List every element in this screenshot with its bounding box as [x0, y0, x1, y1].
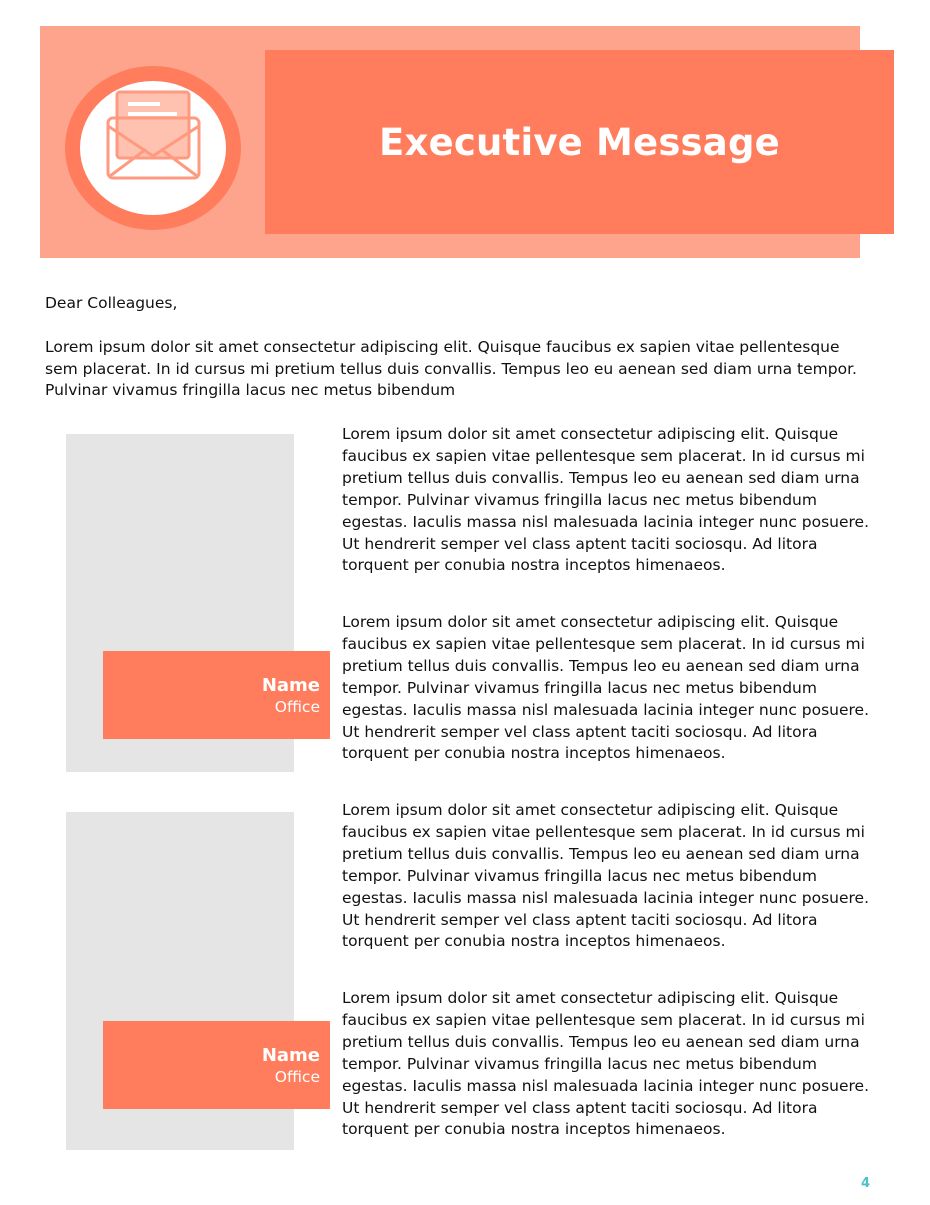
- executive-name: Name: [261, 674, 320, 696]
- executive-name-card: [103, 651, 330, 739]
- body-paragraph: Lorem ipsum dolor sit amet consectetur adipiscing elit. Quisque faucibus ex sapien vitae pellentesque sem placerat. In id cursus mi pretium tellus duis convallis. Tempus leo eu aenean sed diam urna tempor. Pulvinar vivamus fringilla lacus nec metus bibendum egestas. Iaculis massa nisl malesuada lacinia integer nunc posuere. Ut hendrerit semper vel class aptent taciti sociosqu. Ad litora torquent per conubia nostra inceptos himenaeos.: [342, 613, 870, 763]
- body-paragraph: Lorem ipsum dolor sit amet consectetur adipiscing elit. Quisque faucibus ex sapien vitae pellentesque sem placerat. In id cursus mi pretium tellus duis convallis. Tempus leo eu aenean sed diam urna tempor. Pulvinar vivamus fringilla lacus nec metus bibendum egestas. Iaculis massa nisl malesuada lacinia integer nunc posuere. Ut hendrerit semper vel class aptent taciti sociosqu. Ad litora torquent per conubia nostra inceptos himenaeos.: [342, 989, 870, 1139]
- page-title: Executive Message: [379, 120, 780, 164]
- executive-office: Office: [274, 1067, 320, 1086]
- envelope-letter-icon: [65, 66, 241, 230]
- intro-paragraph: Lorem ipsum dolor sit amet consectetur adipiscing elit. Quisque faucibus ex sapien vitae pellentesque sem placerat. In id cursus mi pretium tellus duis convallis. Tempus leo eu aenean sed diam urna tempor. Pulvinar vivamus fringilla lacus nec metus bibendum: [45, 338, 857, 399]
- executive-name: Name: [261, 1044, 320, 1066]
- executive-name-card: [103, 1021, 330, 1109]
- salutation: Dear Colleagues,: [45, 294, 178, 312]
- page-number: 4: [861, 1176, 871, 1191]
- body-paragraph: Lorem ipsum dolor sit amet consectetur adipiscing elit. Quisque faucibus ex sapien vitae pellentesque sem placerat. In id cursus mi pretium tellus duis convallis. Tempus leo eu aenean sed diam urna tempor. Pulvinar vivamus fringilla lacus nec metus bibendum egestas. Iaculis massa nisl malesuada lacinia integer nunc posuere. Ut hendrerit semper vel class aptent taciti sociosqu. Ad litora torquent per conubia nostra inceptos himenaeos.: [342, 425, 870, 575]
- body-paragraph: Lorem ipsum dolor sit amet consectetur adipiscing elit. Quisque faucibus ex sapien vitae pellentesque sem placerat. In id cursus mi pretium tellus duis convallis. Tempus leo eu aenean sed diam urna tempor. Pulvinar vivamus fringilla lacus nec metus bibendum egestas. Iaculis massa nisl malesuada lacinia integer nunc posuere. Ut hendrerit semper vel class aptent taciti sociosqu. Ad litora torquent per conubia nostra inceptos himenaeos.: [342, 801, 870, 951]
- executive-office: Office: [274, 697, 320, 716]
